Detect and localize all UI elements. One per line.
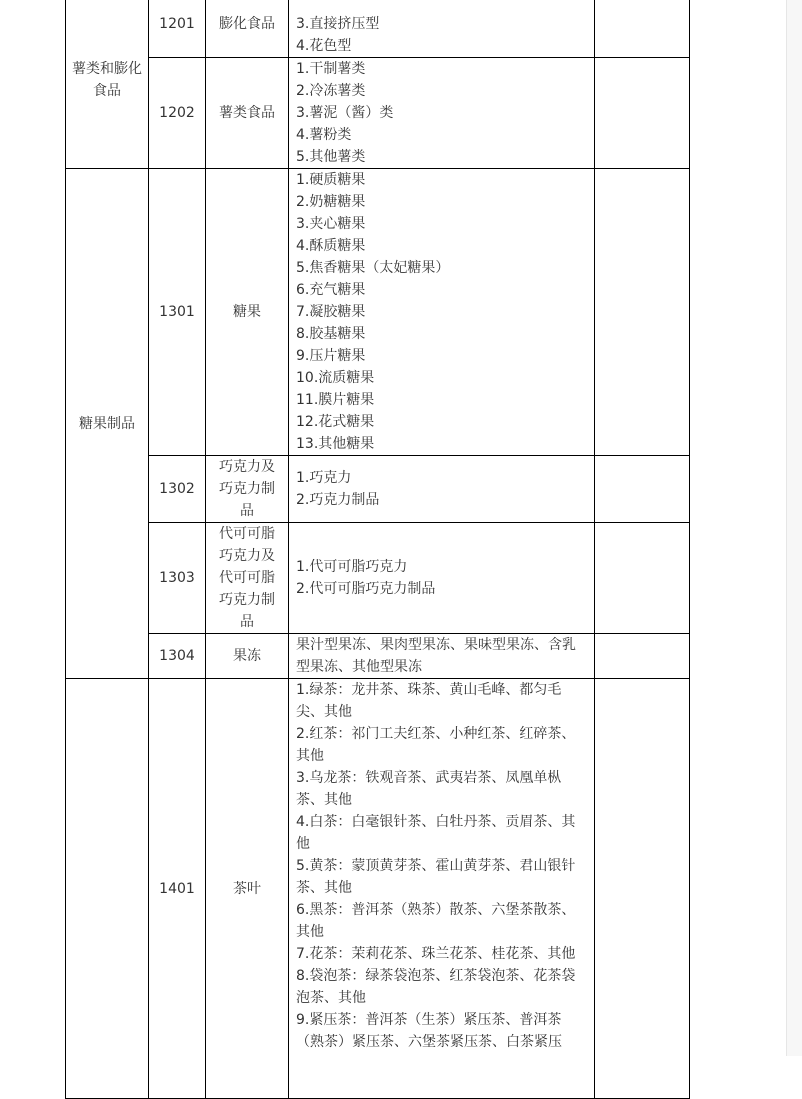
item-line: 3.薯泥（酱）类	[296, 105, 394, 121]
item-line: 2.巧克力制品	[296, 492, 380, 508]
table-row	[66, 456, 690, 523]
name-cell	[206, 679, 289, 1099]
item-line: 11.膜片糖果	[296, 392, 375, 408]
item-line: 9.压片糖果	[296, 348, 366, 364]
name-label: 代可可脂巧克力及代可可脂巧克力制品	[219, 526, 275, 630]
item-line: 7.凝胶糖果	[296, 304, 366, 320]
extra-cell	[595, 456, 690, 523]
items-cell	[289, 634, 595, 679]
name-cell	[206, 523, 289, 634]
name-label: 茶叶	[233, 880, 261, 897]
item-line: 2.代可可脂巧克力制品	[296, 581, 436, 597]
item-line: 5.其他薯类	[296, 149, 366, 165]
code-cell: 1401	[149, 679, 206, 1099]
table-row	[66, 679, 690, 1099]
item-line: 4.薯粉类	[296, 127, 352, 143]
item-line: 8.胶基糖果	[296, 326, 366, 342]
item-line: 13.其他糖果	[296, 436, 375, 452]
category-label: 糖果制品	[79, 415, 135, 432]
item-line: 1.代可可脂巧克力	[296, 559, 408, 575]
item-line: 4.白茶：白毫银针茶、白牡丹茶、贡眉茶、其他	[296, 814, 576, 852]
item-line: 6.充气糖果	[296, 282, 366, 298]
name-label: 膨化食品	[219, 16, 275, 32]
items-cell	[289, 0, 595, 58]
name-label: 巧克力及巧克力制品	[219, 459, 275, 519]
scrollbar[interactable]	[786, 0, 802, 1056]
category-cell	[66, 679, 149, 1099]
code-cell: 1201	[149, 0, 206, 58]
extra-cell	[595, 169, 690, 456]
extra-cell	[595, 634, 690, 679]
item-line: 9.紧压茶：普洱茶（生茶）紧压茶、普洱茶（熟茶）紧压茶、六堡茶紧压茶、白茶紧压	[296, 1012, 562, 1050]
code-cell: 1303	[149, 523, 206, 634]
table-row	[66, 634, 690, 679]
code-cell: 1301	[149, 169, 206, 456]
extra-cell	[595, 679, 690, 1099]
item-line: 1.硬质糖果	[296, 172, 366, 188]
name-cell	[206, 634, 289, 679]
item-line: 1.巧克力	[296, 470, 352, 486]
name-cell	[206, 58, 289, 169]
item-line: 2.奶糖糖果	[296, 194, 366, 210]
table-row	[66, 523, 690, 634]
items-cell	[289, 679, 595, 1099]
extra-cell	[595, 0, 690, 58]
code-cell: 1202	[149, 58, 206, 169]
item-line: 6.黑茶：普洱茶（熟茶）散茶、六堡茶散茶、其他	[296, 902, 576, 940]
table-row	[66, 169, 690, 456]
item-line: 1.绿茶：龙井茶、珠茶、黄山毛峰、都匀毛尖、其他	[296, 682, 562, 720]
table-row	[66, 58, 690, 169]
item-line: 7.花茶：茉莉花茶、珠兰花茶、桂花茶、其他	[296, 946, 576, 962]
item-line: 2.冷冻薯类	[296, 83, 366, 99]
item-line: 3.直接挤压型	[296, 16, 380, 32]
name-cell	[206, 0, 289, 58]
name-cell	[206, 456, 289, 523]
item-line: 12.花式糖果	[296, 414, 375, 430]
items-cell	[289, 58, 595, 169]
name-label: 果冻	[233, 648, 261, 664]
item-line: 果汁型果冻、果肉型果冻、果味型果冻、含乳型果冻、其他型果冻	[296, 637, 576, 675]
item-line: 2.红茶：祁门工夫红茶、小种红茶、红碎茶、其他	[296, 726, 576, 764]
item-line: 10.流质糖果	[296, 370, 375, 386]
item-line: 4.花色型	[296, 38, 352, 54]
item-line: 3.乌龙茶：铁观音茶、武夷岩茶、凤凰单枞茶、其他	[296, 770, 562, 808]
food-category-table	[65, 0, 690, 1099]
items-cell	[289, 523, 595, 634]
name-cell	[206, 169, 289, 456]
item-line: 4.酥质糖果	[296, 238, 366, 254]
code-cell: 1304	[149, 634, 206, 679]
item-line: 5.黄茶：蒙顶黄芽茶、霍山黄芽茶、君山银针茶、其他	[296, 858, 576, 896]
item-line: 3.夹心糖果	[296, 216, 366, 232]
extra-cell	[595, 523, 690, 634]
category-cell	[66, 0, 149, 169]
name-label: 糖果	[233, 304, 261, 320]
code-cell: 1302	[149, 456, 206, 523]
table-row	[66, 0, 690, 58]
name-label: 薯类食品	[219, 105, 275, 121]
item-line: 5.焦香糖果（太妃糖果）	[296, 260, 450, 276]
extra-cell	[595, 58, 690, 169]
item-line: 8.袋泡茶：绿茶袋泡茶、红茶袋泡茶、花茶袋泡茶、其他	[296, 968, 576, 1006]
category-cell	[66, 169, 149, 679]
items-cell	[289, 456, 595, 523]
item-line	[296, 0, 580, 13]
items-cell	[289, 169, 595, 456]
category-label: 薯类和膨化食品	[72, 60, 142, 99]
item-line: 1.干制薯类	[296, 61, 366, 77]
